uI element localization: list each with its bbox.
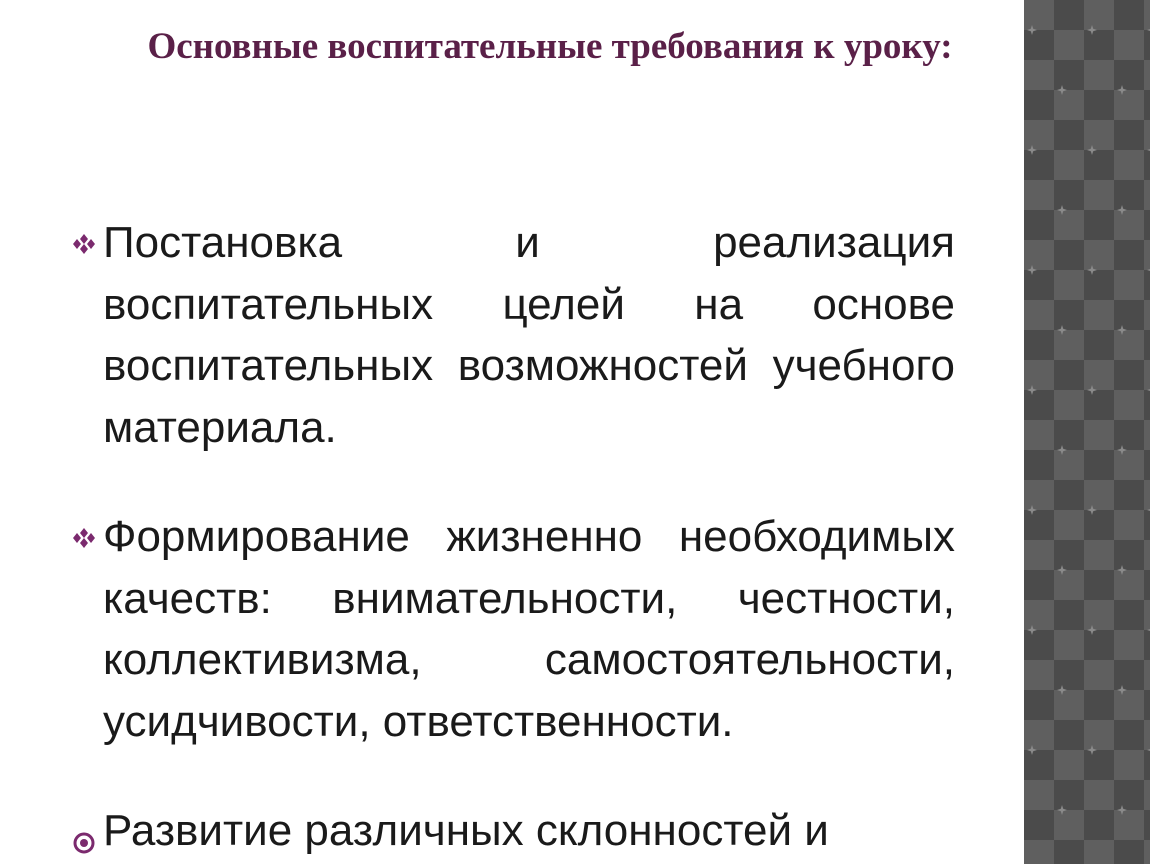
sparkle-mark (1027, 505, 1037, 515)
sparkle-mark (1087, 385, 1097, 395)
sparkle-mark (1087, 745, 1097, 755)
decorative-pattern-strip (1024, 0, 1150, 864)
slide-title: Основные воспитательные требования к уроку: (147, 26, 953, 67)
sparkle-mark (1117, 565, 1127, 575)
sparkle-mark (1057, 205, 1067, 215)
sparkle-mark (1117, 85, 1127, 95)
sparkle-mark (1087, 145, 1097, 155)
sparkle-mark (1057, 805, 1067, 815)
sparkle-mark (1027, 625, 1037, 635)
list-item-text: Развитие различных склонностей и (103, 806, 829, 855)
sparkle-mark (1087, 25, 1097, 35)
list-item-text: Формирование жизненно необходимых качеств: внимательности, честности, коллективизма, самостоятельности, усидчивости, ответственности. (103, 512, 955, 746)
sparkle-mark (1117, 685, 1127, 695)
list-item (70, 800, 955, 862)
sparkle-mark (1087, 265, 1097, 275)
sparkle-mark (1027, 265, 1037, 275)
sparkle-mark (1027, 25, 1037, 35)
target-bullet-icon (73, 832, 95, 854)
diamond-bullet-icon (70, 232, 98, 256)
sparkle-mark (1027, 385, 1037, 395)
sparkle-mark (1087, 625, 1097, 635)
list-item-text: Постановка и реализация воспитательных целей на основе воспитательных возможностей учебного материала. (103, 218, 955, 452)
list-item (70, 506, 955, 752)
sparkle-pattern-icon (1024, 0, 1150, 864)
sparkle-mark (1057, 445, 1067, 455)
sparkle-mark (1057, 565, 1067, 575)
diamond-bullet-icon (70, 526, 98, 550)
sparkle-mark (1117, 325, 1127, 335)
sparkle-mark (1027, 745, 1037, 755)
sparkle-mark (1117, 205, 1127, 215)
sparkle-mark (1057, 685, 1067, 695)
sparkle-mark (1057, 85, 1067, 95)
sparkle-mark (1117, 805, 1127, 815)
sparkle-mark (1087, 505, 1097, 515)
sparkle-mark (1057, 325, 1067, 335)
sparkle-mark (1027, 145, 1037, 155)
sparkle-mark (1117, 445, 1127, 455)
bullet-list (70, 212, 955, 864)
list-item (70, 212, 955, 458)
